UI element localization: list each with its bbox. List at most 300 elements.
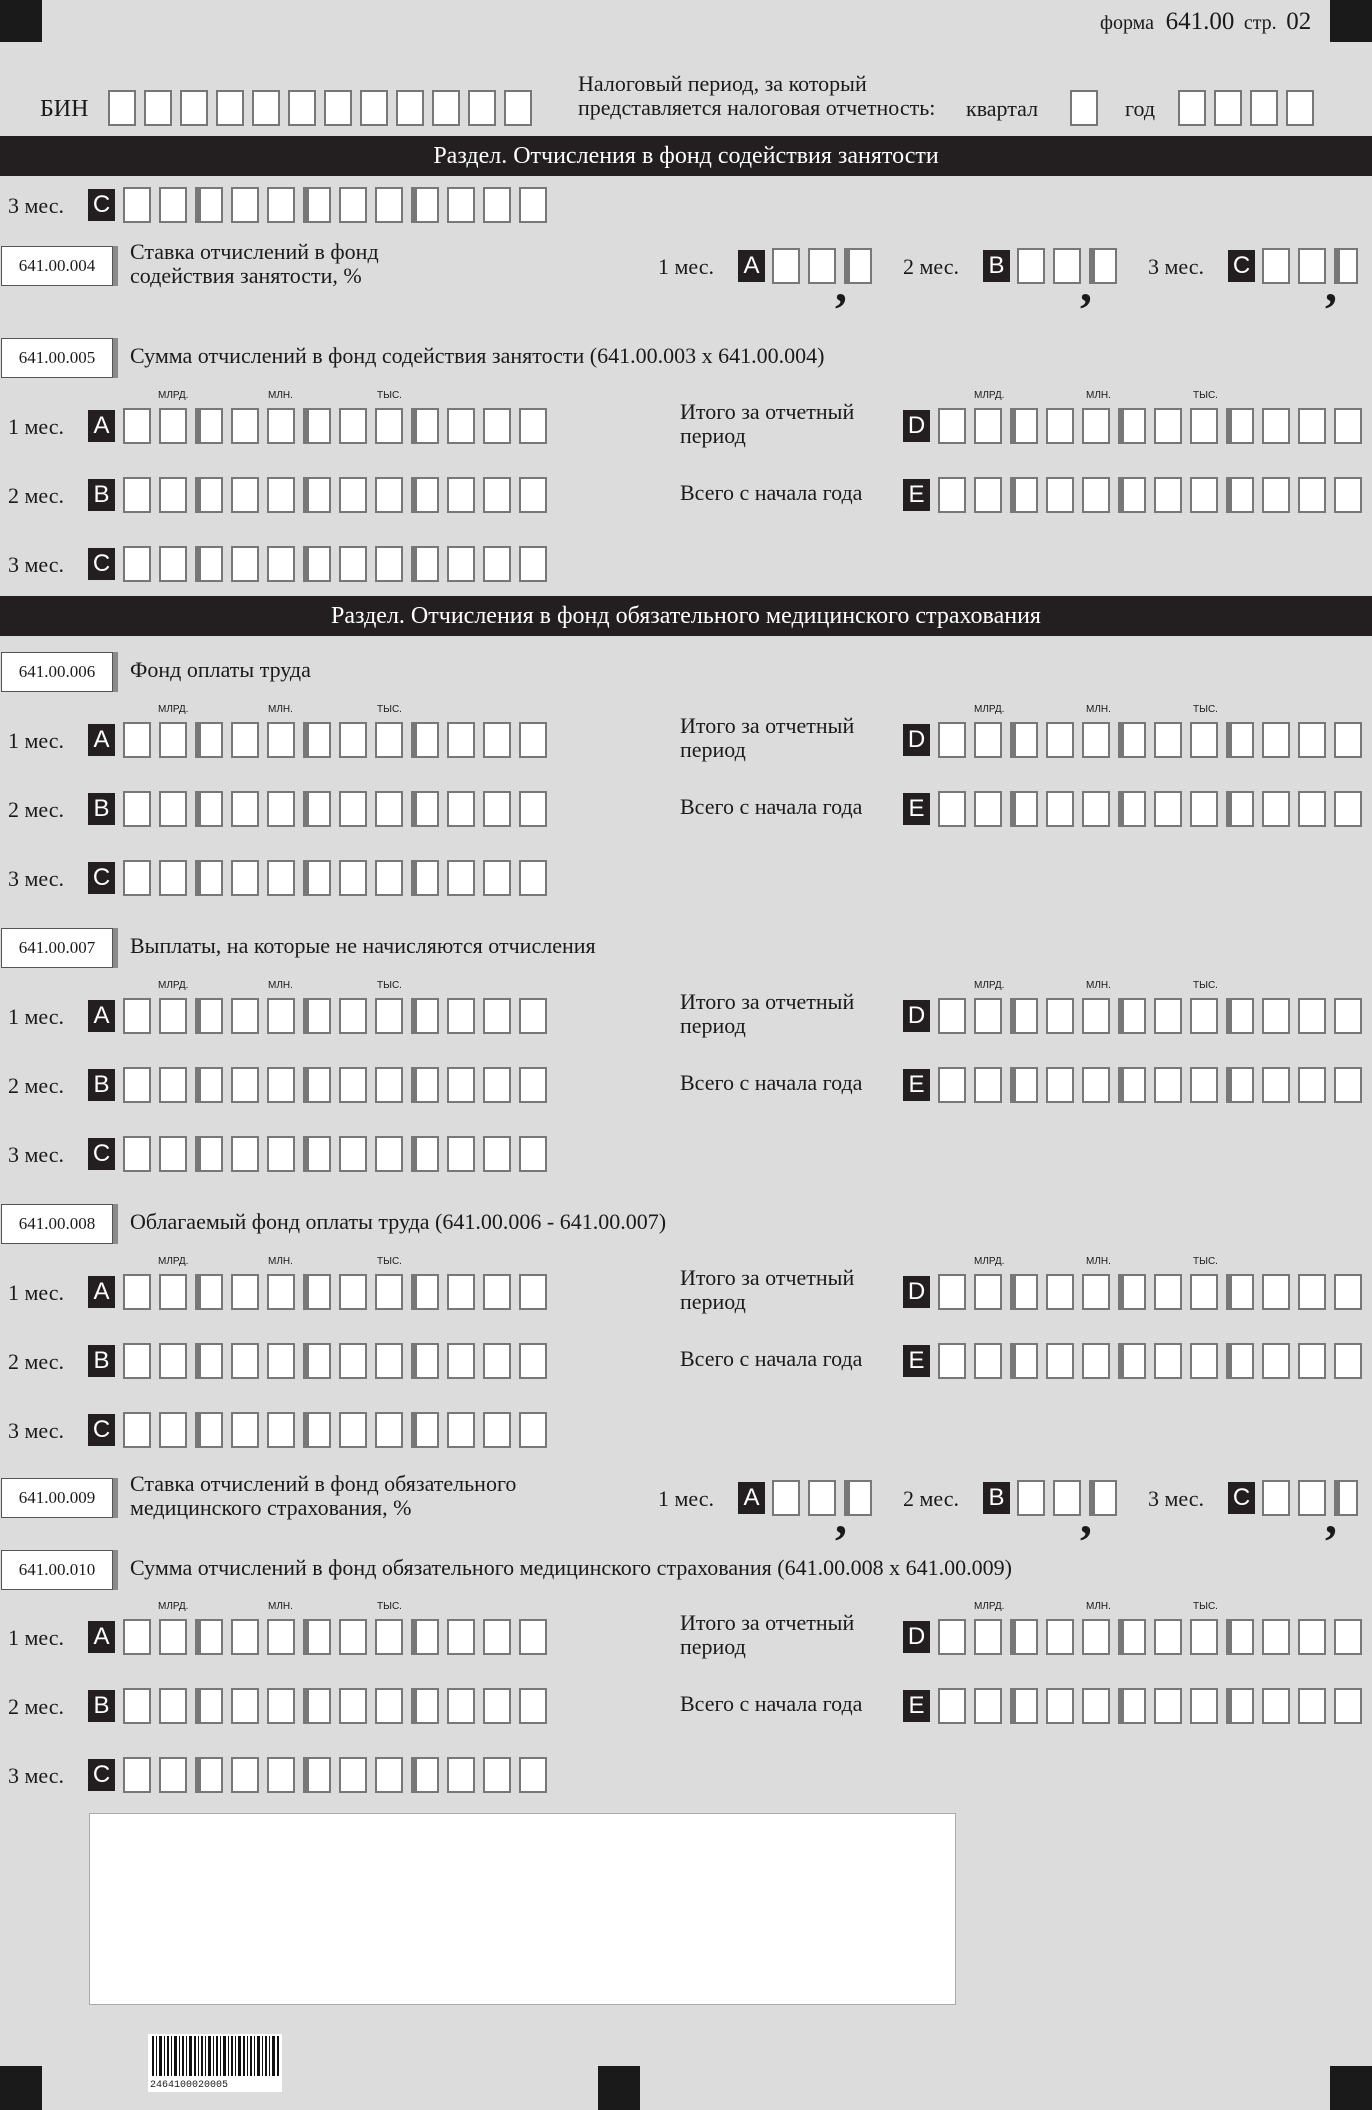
digit-cell[interactable]: [375, 1412, 403, 1448]
digit-cell[interactable]: [1082, 408, 1110, 444]
digit-cell[interactable]: [483, 408, 511, 444]
digit-cell[interactable]: [938, 998, 966, 1034]
digit-cell[interactable]: [375, 1757, 403, 1793]
digit-cell[interactable]: [375, 187, 403, 223]
digit-cell[interactable]: [1262, 998, 1290, 1034]
rate-cell[interactable]: [1017, 1480, 1045, 1516]
digit-cell[interactable]: [1154, 791, 1182, 827]
digit-cell[interactable]: [1118, 1274, 1146, 1310]
digit-cell[interactable]: [483, 1067, 511, 1103]
digit-cell[interactable]: [159, 408, 187, 444]
digit-cell[interactable]: [231, 1757, 259, 1793]
digit-cell[interactable]: [231, 1274, 259, 1310]
digit-cell[interactable]: [447, 1343, 475, 1379]
digit-cell[interactable]: [375, 1136, 403, 1172]
bin-cell[interactable]: [216, 90, 244, 126]
digit-cell[interactable]: [1226, 477, 1254, 513]
digit-cell[interactable]: [375, 1619, 403, 1655]
digit-cell[interactable]: [1118, 998, 1146, 1034]
digit-cell[interactable]: [1298, 1067, 1326, 1103]
digit-cell[interactable]: [231, 477, 259, 513]
digit-cell[interactable]: [411, 998, 439, 1034]
digit-cell[interactable]: [123, 998, 151, 1034]
digit-cell[interactable]: [375, 1274, 403, 1310]
digit-cell[interactable]: [267, 1274, 295, 1310]
digit-cell[interactable]: [447, 1274, 475, 1310]
digit-cell[interactable]: [303, 722, 331, 758]
digit-cell[interactable]: [1010, 998, 1038, 1034]
digit-cell[interactable]: [195, 1619, 223, 1655]
digit-cell[interactable]: [339, 1343, 367, 1379]
digit-cell[interactable]: [1226, 408, 1254, 444]
digit-cell[interactable]: [303, 998, 331, 1034]
digit-cell[interactable]: [1046, 1688, 1074, 1724]
digit-cell[interactable]: [375, 998, 403, 1034]
digit-cell[interactable]: [1262, 1274, 1290, 1310]
digit-cell[interactable]: [1226, 1343, 1254, 1379]
digit-cell[interactable]: [938, 1274, 966, 1310]
digit-cell[interactable]: [231, 1619, 259, 1655]
digit-cell[interactable]: [447, 860, 475, 896]
digit-cell[interactable]: [1334, 477, 1362, 513]
digit-cell[interactable]: [231, 546, 259, 582]
digit-cell[interactable]: [1046, 1343, 1074, 1379]
rate-cell[interactable]: [1298, 1480, 1326, 1516]
digit-cell[interactable]: [1082, 477, 1110, 513]
digit-cell[interactable]: [1046, 1274, 1074, 1310]
year-cell[interactable]: [1178, 90, 1206, 126]
digit-cell[interactable]: [1190, 1619, 1218, 1655]
digit-cell[interactable]: [1154, 477, 1182, 513]
digit-cell[interactable]: [483, 1136, 511, 1172]
digit-cell[interactable]: [267, 477, 295, 513]
digit-cell[interactable]: [339, 1067, 367, 1103]
digit-cell[interactable]: [1046, 998, 1074, 1034]
digit-cell[interactable]: [519, 1757, 547, 1793]
digit-cell[interactable]: [231, 722, 259, 758]
digit-cell[interactable]: [159, 998, 187, 1034]
digit-cell[interactable]: [447, 546, 475, 582]
rate-cell[interactable]: [1262, 1480, 1290, 1516]
digit-cell[interactable]: [1082, 1067, 1110, 1103]
digit-cell[interactable]: [411, 1067, 439, 1103]
rate-cell[interactable]: [1053, 1480, 1081, 1516]
digit-cell[interactable]: [519, 1412, 547, 1448]
digit-cell[interactable]: [123, 722, 151, 758]
digit-cell[interactable]: [483, 187, 511, 223]
digit-cell[interactable]: [231, 1343, 259, 1379]
digit-cell[interactable]: [1262, 1067, 1290, 1103]
digit-cell[interactable]: [974, 408, 1002, 444]
digit-cell[interactable]: [974, 1688, 1002, 1724]
rate-cell[interactable]: [844, 248, 872, 284]
digit-cell[interactable]: [1082, 998, 1110, 1034]
digit-cell[interactable]: [1190, 1274, 1218, 1310]
digit-cell[interactable]: [938, 1688, 966, 1724]
digit-cell[interactable]: [519, 1136, 547, 1172]
digit-cell[interactable]: [123, 477, 151, 513]
digit-cell[interactable]: [195, 408, 223, 444]
digit-cell[interactable]: [1046, 408, 1074, 444]
rate-cell[interactable]: [772, 1480, 800, 1516]
digit-cell[interactable]: [375, 860, 403, 896]
digit-cell[interactable]: [303, 1688, 331, 1724]
digit-cell[interactable]: [1154, 1619, 1182, 1655]
digit-cell[interactable]: [339, 860, 367, 896]
digit-cell[interactable]: [267, 187, 295, 223]
digit-cell[interactable]: [1262, 1343, 1290, 1379]
digit-cell[interactable]: [411, 1412, 439, 1448]
digit-cell[interactable]: [411, 860, 439, 896]
digit-cell[interactable]: [411, 1757, 439, 1793]
rate-cell[interactable]: [772, 248, 800, 284]
digit-cell[interactable]: [375, 1343, 403, 1379]
digit-cell[interactable]: [159, 1619, 187, 1655]
digit-cell[interactable]: [339, 408, 367, 444]
digit-cell[interactable]: [231, 860, 259, 896]
digit-cell[interactable]: [1334, 791, 1362, 827]
digit-cell[interactable]: [974, 1067, 1002, 1103]
digit-cell[interactable]: [1046, 722, 1074, 758]
digit-cell[interactable]: [159, 1343, 187, 1379]
digit-cell[interactable]: [519, 477, 547, 513]
digit-cell[interactable]: [483, 477, 511, 513]
digit-cell[interactable]: [303, 1619, 331, 1655]
rate-cell[interactable]: [844, 1480, 872, 1516]
digit-cell[interactable]: [375, 546, 403, 582]
digit-cell[interactable]: [1190, 791, 1218, 827]
digit-cell[interactable]: [267, 408, 295, 444]
digit-cell[interactable]: [938, 408, 966, 444]
digit-cell[interactable]: [1298, 722, 1326, 758]
digit-cell[interactable]: [339, 791, 367, 827]
digit-cell[interactable]: [974, 477, 1002, 513]
digit-cell[interactable]: [123, 1343, 151, 1379]
digit-cell[interactable]: [1298, 1343, 1326, 1379]
digit-cell[interactable]: [1010, 1688, 1038, 1724]
digit-cell[interactable]: [231, 791, 259, 827]
digit-cell[interactable]: [195, 546, 223, 582]
digit-cell[interactable]: [159, 187, 187, 223]
digit-cell[interactable]: [1118, 1343, 1146, 1379]
digit-cell[interactable]: [1226, 1067, 1254, 1103]
digit-cell[interactable]: [483, 860, 511, 896]
digit-cell[interactable]: [195, 1412, 223, 1448]
digit-cell[interactable]: [411, 546, 439, 582]
digit-cell[interactable]: [1334, 1274, 1362, 1310]
digit-cell[interactable]: [123, 187, 151, 223]
digit-cell[interactable]: [1190, 408, 1218, 444]
digit-cell[interactable]: [1298, 1619, 1326, 1655]
digit-cell[interactable]: [303, 408, 331, 444]
digit-cell[interactable]: [447, 722, 475, 758]
digit-cell[interactable]: [1082, 1343, 1110, 1379]
digit-cell[interactable]: [267, 791, 295, 827]
digit-cell[interactable]: [339, 1688, 367, 1724]
bin-cell[interactable]: [324, 90, 352, 126]
digit-cell[interactable]: [1082, 791, 1110, 827]
digit-cell[interactable]: [159, 1274, 187, 1310]
digit-cell[interactable]: [123, 1757, 151, 1793]
digit-cell[interactable]: [267, 1619, 295, 1655]
digit-cell[interactable]: [938, 1343, 966, 1379]
digit-cell[interactable]: [375, 722, 403, 758]
digit-cell[interactable]: [267, 1136, 295, 1172]
rate-cell[interactable]: [808, 1480, 836, 1516]
digit-cell[interactable]: [159, 1412, 187, 1448]
digit-cell[interactable]: [267, 998, 295, 1034]
digit-cell[interactable]: [1118, 1067, 1146, 1103]
bin-cell[interactable]: [396, 90, 424, 126]
digit-cell[interactable]: [1010, 1067, 1038, 1103]
digit-cell[interactable]: [1046, 477, 1074, 513]
digit-cell[interactable]: [339, 998, 367, 1034]
digit-cell[interactable]: [483, 1343, 511, 1379]
digit-cell[interactable]: [519, 408, 547, 444]
digit-cell[interactable]: [1226, 1274, 1254, 1310]
digit-cell[interactable]: [267, 1412, 295, 1448]
digit-cell[interactable]: [483, 1688, 511, 1724]
digit-cell[interactable]: [123, 1274, 151, 1310]
digit-cell[interactable]: [303, 477, 331, 513]
digit-cell[interactable]: [411, 408, 439, 444]
digit-cell[interactable]: [519, 1343, 547, 1379]
digit-cell[interactable]: [1190, 1343, 1218, 1379]
digit-cell[interactable]: [447, 1757, 475, 1793]
rate-cell[interactable]: [1089, 248, 1117, 284]
digit-cell[interactable]: [123, 408, 151, 444]
digit-cell[interactable]: [231, 187, 259, 223]
digit-cell[interactable]: [1010, 408, 1038, 444]
digit-cell[interactable]: [483, 546, 511, 582]
digit-cell[interactable]: [195, 1274, 223, 1310]
digit-cell[interactable]: [1154, 722, 1182, 758]
digit-cell[interactable]: [1190, 1688, 1218, 1724]
digit-cell[interactable]: [303, 860, 331, 896]
digit-cell[interactable]: [303, 1067, 331, 1103]
digit-cell[interactable]: [267, 1343, 295, 1379]
digit-cell[interactable]: [339, 1274, 367, 1310]
digit-cell[interactable]: [339, 1136, 367, 1172]
digit-cell[interactable]: [195, 1136, 223, 1172]
digit-cell[interactable]: [519, 722, 547, 758]
digit-cell[interactable]: [1154, 408, 1182, 444]
bin-cell[interactable]: [252, 90, 280, 126]
rate-cell[interactable]: [1262, 248, 1290, 284]
digit-cell[interactable]: [519, 998, 547, 1034]
digit-cell[interactable]: [1154, 1688, 1182, 1724]
digit-cell[interactable]: [231, 998, 259, 1034]
digit-cell[interactable]: [303, 546, 331, 582]
digit-cell[interactable]: [195, 860, 223, 896]
year-cell[interactable]: [1286, 90, 1314, 126]
digit-cell[interactable]: [375, 1067, 403, 1103]
digit-cell[interactable]: [375, 477, 403, 513]
digit-cell[interactable]: [1226, 1619, 1254, 1655]
rate-cell[interactable]: [1334, 1480, 1358, 1516]
digit-cell[interactable]: [447, 791, 475, 827]
digit-cell[interactable]: [1154, 1067, 1182, 1103]
digit-cell[interactable]: [483, 998, 511, 1034]
digit-cell[interactable]: [1226, 722, 1254, 758]
digit-cell[interactable]: [974, 722, 1002, 758]
digit-cell[interactable]: [1262, 1688, 1290, 1724]
digit-cell[interactable]: [267, 860, 295, 896]
digit-cell[interactable]: [1262, 408, 1290, 444]
digit-cell[interactable]: [938, 791, 966, 827]
digit-cell[interactable]: [1154, 1274, 1182, 1310]
digit-cell[interactable]: [411, 1343, 439, 1379]
digit-cell[interactable]: [1082, 722, 1110, 758]
bin-cell[interactable]: [504, 90, 532, 126]
digit-cell[interactable]: [1226, 791, 1254, 827]
digit-cell[interactable]: [267, 1757, 295, 1793]
digit-cell[interactable]: [447, 1688, 475, 1724]
digit-cell[interactable]: [1154, 998, 1182, 1034]
digit-cell[interactable]: [1298, 791, 1326, 827]
digit-cell[interactable]: [447, 1136, 475, 1172]
digit-cell[interactable]: [519, 1619, 547, 1655]
digit-cell[interactable]: [123, 1136, 151, 1172]
digit-cell[interactable]: [1010, 722, 1038, 758]
digit-cell[interactable]: [375, 408, 403, 444]
quarter-cell[interactable]: [1070, 90, 1098, 126]
digit-cell[interactable]: [447, 187, 475, 223]
digit-cell[interactable]: [195, 187, 223, 223]
digit-cell[interactable]: [195, 998, 223, 1034]
rate-cell[interactable]: [1334, 248, 1358, 284]
bin-cell[interactable]: [432, 90, 460, 126]
digit-cell[interactable]: [974, 1274, 1002, 1310]
digit-cell[interactable]: [1334, 1343, 1362, 1379]
digit-cell[interactable]: [1262, 791, 1290, 827]
year-cell[interactable]: [1250, 90, 1278, 126]
digit-cell[interactable]: [195, 791, 223, 827]
digit-cell[interactable]: [303, 1136, 331, 1172]
digit-cell[interactable]: [447, 1412, 475, 1448]
digit-cell[interactable]: [1046, 791, 1074, 827]
digit-cell[interactable]: [1118, 408, 1146, 444]
digit-cell[interactable]: [339, 187, 367, 223]
digit-cell[interactable]: [411, 187, 439, 223]
digit-cell[interactable]: [938, 1619, 966, 1655]
digit-cell[interactable]: [339, 477, 367, 513]
digit-cell[interactable]: [339, 722, 367, 758]
digit-cell[interactable]: [195, 477, 223, 513]
digit-cell[interactable]: [339, 1757, 367, 1793]
digit-cell[interactable]: [339, 1412, 367, 1448]
digit-cell[interactable]: [411, 477, 439, 513]
digit-cell[interactable]: [483, 1274, 511, 1310]
digit-cell[interactable]: [938, 1067, 966, 1103]
digit-cell[interactable]: [123, 546, 151, 582]
digit-cell[interactable]: [1046, 1067, 1074, 1103]
digit-cell[interactable]: [159, 477, 187, 513]
year-cell[interactable]: [1214, 90, 1242, 126]
digit-cell[interactable]: [1118, 477, 1146, 513]
digit-cell[interactable]: [519, 860, 547, 896]
digit-cell[interactable]: [123, 1688, 151, 1724]
digit-cell[interactable]: [1334, 1067, 1362, 1103]
digit-cell[interactable]: [1010, 1343, 1038, 1379]
digit-cell[interactable]: [303, 791, 331, 827]
digit-cell[interactable]: [159, 1757, 187, 1793]
digit-cell[interactable]: [974, 1619, 1002, 1655]
digit-cell[interactable]: [519, 546, 547, 582]
digit-cell[interactable]: [375, 791, 403, 827]
digit-cell[interactable]: [159, 546, 187, 582]
digit-cell[interactable]: [1082, 1688, 1110, 1724]
digit-cell[interactable]: [1334, 408, 1362, 444]
digit-cell[interactable]: [519, 1688, 547, 1724]
digit-cell[interactable]: [159, 1067, 187, 1103]
digit-cell[interactable]: [375, 1688, 403, 1724]
digit-cell[interactable]: [1190, 477, 1218, 513]
digit-cell[interactable]: [303, 1343, 331, 1379]
digit-cell[interactable]: [1262, 722, 1290, 758]
digit-cell[interactable]: [123, 860, 151, 896]
digit-cell[interactable]: [339, 546, 367, 582]
digit-cell[interactable]: [1298, 477, 1326, 513]
digit-cell[interactable]: [1298, 1274, 1326, 1310]
digit-cell[interactable]: [1010, 1619, 1038, 1655]
rate-cell[interactable]: [1053, 248, 1081, 284]
digit-cell[interactable]: [303, 1757, 331, 1793]
rate-cell[interactable]: [1298, 248, 1326, 284]
digit-cell[interactable]: [483, 1412, 511, 1448]
digit-cell[interactable]: [159, 722, 187, 758]
rate-cell[interactable]: [1089, 1480, 1117, 1516]
digit-cell[interactable]: [303, 1412, 331, 1448]
digit-cell[interactable]: [123, 1412, 151, 1448]
digit-cell[interactable]: [1118, 791, 1146, 827]
digit-cell[interactable]: [339, 1619, 367, 1655]
digit-cell[interactable]: [411, 1136, 439, 1172]
digit-cell[interactable]: [447, 998, 475, 1034]
digit-cell[interactable]: [159, 860, 187, 896]
digit-cell[interactable]: [231, 1412, 259, 1448]
digit-cell[interactable]: [231, 408, 259, 444]
digit-cell[interactable]: [195, 722, 223, 758]
digit-cell[interactable]: [411, 1688, 439, 1724]
digit-cell[interactable]: [303, 1274, 331, 1310]
digit-cell[interactable]: [1334, 722, 1362, 758]
digit-cell[interactable]: [1190, 722, 1218, 758]
bin-cell[interactable]: [180, 90, 208, 126]
digit-cell[interactable]: [974, 998, 1002, 1034]
digit-cell[interactable]: [267, 546, 295, 582]
digit-cell[interactable]: [974, 791, 1002, 827]
digit-cell[interactable]: [1226, 1688, 1254, 1724]
digit-cell[interactable]: [483, 722, 511, 758]
digit-cell[interactable]: [1226, 998, 1254, 1034]
digit-cell[interactable]: [519, 187, 547, 223]
digit-cell[interactable]: [1298, 1688, 1326, 1724]
digit-cell[interactable]: [123, 791, 151, 827]
digit-cell[interactable]: [231, 1136, 259, 1172]
digit-cell[interactable]: [159, 1688, 187, 1724]
digit-cell[interactable]: [1010, 1274, 1038, 1310]
bin-cell[interactable]: [108, 90, 136, 126]
digit-cell[interactable]: [231, 1688, 259, 1724]
digit-cell[interactable]: [483, 791, 511, 827]
bin-cell[interactable]: [144, 90, 172, 126]
digit-cell[interactable]: [411, 1619, 439, 1655]
digit-cell[interactable]: [411, 791, 439, 827]
digit-cell[interactable]: [1190, 998, 1218, 1034]
digit-cell[interactable]: [1154, 1343, 1182, 1379]
digit-cell[interactable]: [195, 1688, 223, 1724]
